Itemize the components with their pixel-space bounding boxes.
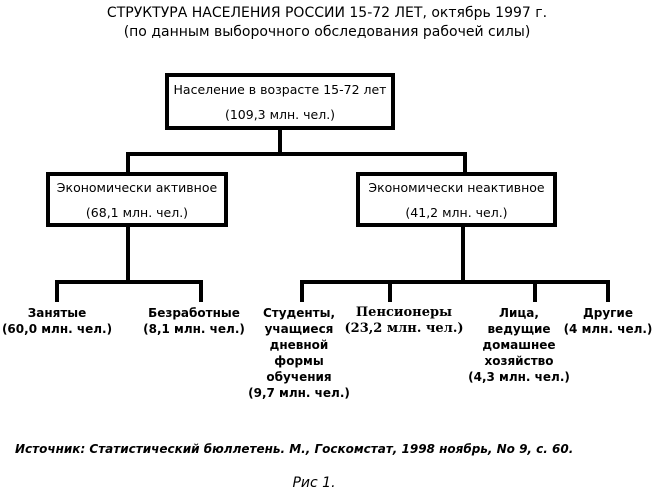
connector-others-stub xyxy=(606,280,610,302)
leaf-label-line: обучения xyxy=(266,370,332,384)
leaf-label-line: Пенсионеры xyxy=(355,305,453,320)
connector-unemployed-stub xyxy=(199,280,203,302)
connector-active-stem xyxy=(126,227,130,284)
connector-students-stub xyxy=(300,280,304,302)
leaf-label-line: дневной xyxy=(269,338,329,352)
connector-inactive-drop xyxy=(463,156,467,172)
leaf-value: (4 млн. чел.) xyxy=(563,322,653,336)
leaf-label-line: домашнее xyxy=(482,338,556,352)
leaf-value: (8,1 млн. чел.) xyxy=(143,322,245,336)
connector-pensioners-stub xyxy=(388,280,392,302)
leaf-value: (60,0 млн. чел.) xyxy=(1,322,113,336)
leaf-homemakers xyxy=(468,305,570,385)
leaf-label-line: Безработные xyxy=(148,306,240,320)
leaf-employed xyxy=(2,305,112,337)
node-value: (109,3 млн. чел.) xyxy=(224,106,336,122)
leaf-unemployed xyxy=(143,305,245,337)
connector-employed-stub xyxy=(55,280,59,302)
source-note: Источник: Статистический бюллетень. М., Госкомстат, 1998 ноябрь, No 9, с. 60. xyxy=(15,442,574,456)
connector-homemakers-stub xyxy=(533,280,537,302)
figure-title-line2: (по данным выборочного обследования рабочей силы) xyxy=(123,24,531,40)
node-economically-active xyxy=(46,172,228,227)
node-economically-inactive xyxy=(356,172,557,227)
figure-caption: Рис 1. xyxy=(292,475,336,491)
node-total-population xyxy=(165,73,395,130)
node-label: Экономически неактивное xyxy=(368,179,545,195)
leaf-value: (4,3 млн. чел.) xyxy=(468,370,570,384)
leaf-pensioners xyxy=(345,305,464,337)
node-label: Экономически активное xyxy=(56,179,218,195)
leaf-label-line: формы xyxy=(274,354,324,368)
leaf-label-line: ведущие xyxy=(487,322,551,336)
connector-active-rail xyxy=(55,280,203,284)
connector-inactive-stem xyxy=(461,227,465,284)
node-value: (68,1 млн. чел.) xyxy=(85,204,189,220)
leaf-label-line: хозяйство xyxy=(484,354,554,368)
connector-active-drop xyxy=(126,156,130,172)
node-label: Население в возрасте 15-72 лет xyxy=(173,81,387,97)
leaf-label-line: Другие xyxy=(583,306,633,320)
leaf-value: (23,2 млн. чел.) xyxy=(344,321,464,336)
connector-inactive-rail xyxy=(300,280,610,284)
leaf-label-line: учащиеся xyxy=(264,322,334,336)
leaf-others xyxy=(564,305,653,337)
leaf-students xyxy=(248,305,350,401)
figure-title-line1: СТРУКТУРА НАСЕЛЕНИЯ РОССИИ 15-72 ЛЕТ, октябрь 1997 г. xyxy=(106,5,548,21)
leaf-value: (9,7 млн. чел.) xyxy=(248,386,350,400)
leaf-label-line: Лица, xyxy=(499,306,539,320)
node-value: (41,2 млн. чел.) xyxy=(405,204,508,220)
leaf-label-line: Занятые xyxy=(27,306,87,320)
leaf-label-line: Студенты, xyxy=(262,306,336,320)
connector-level1-rail xyxy=(126,152,467,156)
